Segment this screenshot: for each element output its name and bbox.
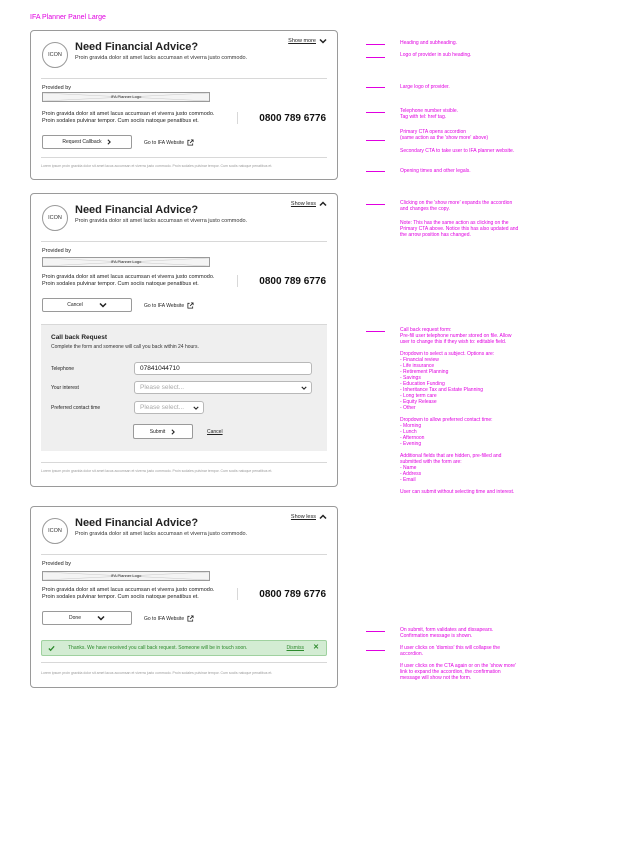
ifa-website-link[interactable] bbox=[144, 302, 194, 309]
annotation-logo-small: Logo of provider in sub heading. bbox=[400, 52, 472, 58]
annotation-line bbox=[366, 44, 385, 45]
divider bbox=[237, 275, 238, 287]
provided-by-label: Provided by bbox=[42, 561, 72, 567]
annotation-heading: Heading and subheading. bbox=[400, 40, 457, 46]
phone-number-link[interactable]: 0800 789 6776 bbox=[259, 113, 326, 124]
annotation-line bbox=[366, 631, 385, 632]
form-cancel-link[interactable]: Cancel bbox=[207, 429, 223, 435]
done-label: Done bbox=[69, 615, 81, 621]
logo-label: IFA Planner Logo bbox=[110, 94, 142, 99]
annotation-line bbox=[366, 331, 385, 332]
contact-time-select[interactable] bbox=[134, 401, 204, 414]
show-less-label: Show less bbox=[290, 201, 316, 207]
annotation-submit: On submit, form validates and dissapears. Confirmation message is shown. If user clicks on 'dismiss' this will collapse the accordion. If user clicks on the CTA again or on the 'show more' link to expand the accordion, the confirmation message will show not the form. bbox=[400, 627, 517, 681]
panel-subheading: Proin gravida dolor sit amet lacks accumsan et viverra justo commodo. bbox=[75, 55, 248, 61]
ifa-website-link[interactable] bbox=[144, 139, 194, 146]
submit-label: Submit bbox=[149, 428, 166, 435]
chevron-up-icon bbox=[319, 514, 327, 520]
provider-logo bbox=[42, 571, 210, 581]
ifa-website-label: Go to IFA Website bbox=[144, 139, 185, 146]
ifa-website-label: Go to IFA Website bbox=[144, 615, 185, 622]
submit-button[interactable] bbox=[133, 424, 193, 439]
panel-heading: Need Financial Advice? bbox=[75, 517, 199, 529]
telephone-input[interactable] bbox=[134, 362, 312, 375]
annotation-line bbox=[366, 140, 385, 141]
success-message bbox=[41, 640, 327, 656]
ifa-website-link[interactable] bbox=[144, 615, 194, 622]
phone-number-link[interactable]: 0800 789 6776 bbox=[259, 276, 326, 287]
annotation-primary-cta: Primary CTA opens accordion (same action as the 'show more' above) bbox=[400, 129, 489, 141]
request-callback-button[interactable] bbox=[42, 135, 132, 149]
chevron-right-icon bbox=[170, 429, 176, 435]
annotation-telephone: Telephone number visible. Tag with tel: href tag. bbox=[400, 108, 459, 120]
cancel-callback-label: Cancel bbox=[67, 302, 83, 308]
ifa-panel-collapsed bbox=[30, 30, 338, 180]
cancel-callback-button[interactable] bbox=[42, 298, 132, 312]
annotation-show-more: Clicking on the 'show more' expands the accordion and changes the copy. bbox=[400, 200, 513, 212]
provider-logo bbox=[42, 92, 210, 102]
chevron-right-icon bbox=[106, 139, 112, 145]
provided-by-label: Provided by bbox=[42, 85, 72, 91]
request-callback-label: Request Callback bbox=[62, 139, 102, 145]
form-title: Call back Request bbox=[51, 334, 107, 341]
chevron-up-icon bbox=[319, 201, 327, 207]
external-link-icon bbox=[187, 615, 194, 622]
show-more-label: Show more bbox=[288, 38, 316, 44]
legal-text: Lorem ipsum proin gravida dolor sit amet lacus accumsan et viverra justo commodo. Proin sodales pulvinar tempor. Cum sociis natoque penatibus et. bbox=[41, 469, 273, 473]
chevron-down-icon bbox=[319, 38, 327, 44]
logo-label: IFA Planner Logo bbox=[110, 573, 142, 578]
chevron-down-icon bbox=[99, 302, 107, 308]
interest-placeholder: Please select... bbox=[140, 384, 185, 391]
page-title: IFA Planner Panel Large bbox=[30, 14, 106, 21]
form-subtitle: Complete the form and someone will call you back within 24 hours. bbox=[51, 344, 199, 350]
divider bbox=[41, 554, 327, 555]
provider-description: Proin gravida dolor sit amet lacus accumsan et viverra justo commodo. Proin sodales pulvinar tempor. Cum sociis natoque penatibus et. bbox=[42, 587, 215, 600]
panel-subheading: Proin gravida dolor sit amet lacks accumsan et viverra justo commodo. bbox=[75, 218, 248, 224]
annotation-line bbox=[366, 112, 385, 113]
annotation-logo-large: Large logo of provider. bbox=[400, 84, 450, 90]
panel-heading: Need Financial Advice? bbox=[75, 204, 199, 216]
external-link-icon bbox=[187, 139, 194, 146]
provided-by-label: Provided by bbox=[42, 248, 72, 254]
success-text: Thanks. We have received you call back request. Someone will be in touch soon. bbox=[68, 645, 248, 651]
divider bbox=[41, 78, 327, 79]
ifa-panel-confirmation bbox=[30, 506, 338, 688]
legal-text: Lorem ipsum proin gravida dolor sit amet lacus accumsan et viverra justo commodo. Proin sodales pulvinar tempor. Cum sociis natoque penatibus et. bbox=[41, 671, 273, 675]
panel-heading: Need Financial Advice? bbox=[75, 41, 199, 53]
external-link-icon bbox=[187, 302, 194, 309]
show-less-toggle[interactable] bbox=[291, 201, 327, 207]
callback-form bbox=[41, 324, 327, 451]
provider-description: Proin gravida dolor sit amet lacus accumsan et viverra justo commodo. Proin sodales pulvinar tempor. Cum sociis natoque penatibus et. bbox=[42, 274, 215, 287]
ifa-panel-expanded-form bbox=[30, 193, 338, 487]
divider bbox=[41, 662, 327, 663]
divider bbox=[41, 462, 327, 463]
divider bbox=[237, 588, 238, 600]
provider-icon: ICON bbox=[42, 518, 68, 544]
interest-select[interactable] bbox=[134, 381, 312, 394]
divider bbox=[237, 112, 238, 124]
provider-logo bbox=[42, 257, 210, 267]
logo-label: IFA Planner Logo bbox=[110, 259, 142, 264]
chevron-down-icon bbox=[301, 385, 307, 391]
show-more-toggle[interactable] bbox=[288, 38, 327, 44]
interest-label: Your interest bbox=[51, 385, 79, 391]
annotation-line bbox=[366, 650, 385, 651]
show-less-toggle[interactable] bbox=[291, 514, 327, 520]
annotation-form: Call back request form: Pre-fill user telephone number stored on file. Allow user to change this if they wish to: editable field. Dropdown to select a subject. Options are: - Financial review - Life insurance - Retirement Planning - Savings - Education Funding - Inheritance Tax and Estate Planning - Long term care - Equity Release - Other Dropdown to allow preferred contact time: - Morning - Lunch - Afternoon - Evening Additional fields that are hidden, pre-filled and submitted with the form are: - Name - Address - Email User can submit without selecting time and interest. bbox=[400, 327, 515, 495]
show-less-label: Show less bbox=[290, 514, 316, 520]
ifa-website-label: Go to IFA Website bbox=[144, 302, 185, 309]
contact-time-label: Preferred contact time bbox=[51, 405, 101, 411]
legal-text: Lorem ipsum proin gravida dolor sit amet lacus accumsan et viverra justo commodo. Proin sodales pulvinar tempor. Cum sociis natoque penatibus et. bbox=[41, 164, 273, 168]
provider-description: Proin gravida dolor sit amet lacus accumsan et viverra justo commodo. Proin sodales pulvinar tempor. Cum sociis natoque penatibus et. bbox=[42, 111, 215, 124]
telephone-label: Telephone bbox=[51, 366, 75, 372]
telephone-value: 07841044710 bbox=[140, 365, 180, 372]
contact-time-placeholder: Please select... bbox=[140, 404, 185, 411]
annotation-line bbox=[366, 171, 385, 172]
done-button[interactable] bbox=[42, 611, 132, 625]
annotation-line bbox=[366, 57, 385, 58]
chevron-down-icon bbox=[97, 615, 105, 621]
annotation-note: Note: This has the same action as clicking on the Primary CTA above. Notice this has also updated and the arrow position has changed. bbox=[400, 220, 519, 238]
divider bbox=[41, 241, 327, 242]
annotation-line bbox=[366, 204, 385, 205]
divider bbox=[41, 157, 327, 158]
panel-subheading: Proin gravida dolor sit amet lacks accumsan et viverra justo commodo. bbox=[75, 531, 248, 537]
annotation-secondary-cta: Secondary CTA to take user to IFA planner website. bbox=[400, 148, 515, 154]
provider-icon: ICON bbox=[42, 42, 68, 68]
chevron-down-icon bbox=[193, 405, 199, 411]
phone-number-link[interactable]: 0800 789 6776 bbox=[259, 589, 326, 600]
dismiss-link[interactable]: Dismiss bbox=[286, 645, 304, 651]
provider-icon: ICON bbox=[42, 205, 68, 231]
annotation-legals: Opening times and other legals. bbox=[400, 168, 471, 174]
close-icon[interactable]: ✕ bbox=[313, 644, 319, 651]
annotation-line bbox=[366, 87, 385, 88]
checkmark-icon bbox=[48, 645, 55, 652]
